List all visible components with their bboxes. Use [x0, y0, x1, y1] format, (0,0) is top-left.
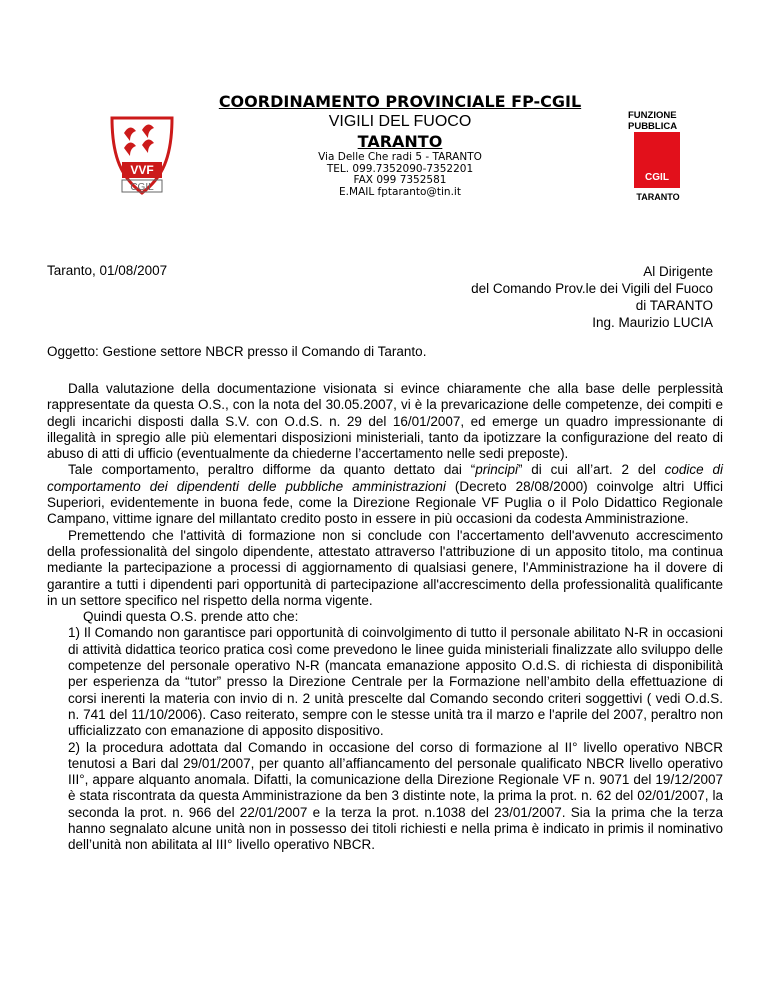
cgil-logo-text: CGIL: [645, 172, 669, 183]
organization-title: COORDINAMENTO PROVINCIALE FP-CGIL: [218, 92, 582, 111]
svg-text:CGIL: CGIL: [130, 182, 154, 193]
paragraph-4: Quindi questa O.S. prende atto che:: [83, 609, 299, 625]
letter-body: [47, 381, 723, 854]
contact-fax: FAX 099 7352581: [353, 174, 447, 186]
fp-label: FUNZIONE PUBBLICA: [628, 110, 678, 132]
contact-email: E.MAIL fptaranto@tin.it: [339, 185, 461, 198]
organization-subtitle: VIGILI DEL FUOCO: [328, 113, 472, 130]
paragraph-1: Dalla valutazione della documentazione visionata si evince chiaramente che alla base delle perplessità rappresentate da questa O.S., con la nota del 30.05.2007, vi è la prevaricazione delle competenze, dei compiti e degli incarichi disposti dalla S.V. con O.d.S. n. 29 del 16/01/2007, ed emerge un quadro impressionante di illegalità in spregio alle più elementari disposizioni ministeriali, tanto da ipotizzare la configurazione del reato di abuso di atti di ufficio (eventualmente da chiederne l’accertamento nelle sedi preposte).: [47, 381, 723, 462]
list-item-1: 1) Il Comando non garantisce pari opportunità di coinvolgimento di tutto il personale abilitato N-R in occasioni di attività didattica teorico pratica così come prevedono le linee guida ministeriali finalizzate allo sviluppo delle competenze del personale operativo N-R (mancata emanazione apposito O.d.S. di richiesta di disponibilità per esperienza da “tutor” presso la Direzione Centrale per la Formazione nell’ambito della effettuazione di corsi inerenti la materia con invio di n. 2 unità prescelte dal Comando secondo criteri soggettivi ( vedi O.d.S. n. 741 del 11/10/2006). Caso reiterato, sempre con le stesse unità tra il marzo e l'aprile del 2007, peraltro non ufficializzato con emanazione di apposito dispositivo.: [68, 625, 723, 739]
organization-city: TARANTO: [357, 132, 443, 151]
recipient-block: [293, 263, 713, 331]
recipient-line: del Comando Prov.le dei Vigili del Fuoco: [471, 281, 713, 296]
recipient-line: Ing. Maurizio LUCIA: [592, 315, 713, 330]
cgil-logo-city: TARANTO: [636, 192, 680, 202]
contact-address: Via Delle Che radi 5 - TARANTO: [318, 151, 482, 163]
letter-subject: Oggetto: Gestione settore NBCR presso il Comando di Taranto.: [47, 344, 427, 359]
paragraph-3: Premettendo che l'attività di formazione non si conclude con l'accertamento dell'avvenuto accrescimento della professionalità del singolo dipendente, attestato attraverso l'attribuzione di un apposito titolo, ma continua mediante la partecipazione a processi di aggiornamento di qualsiasi genere, l'Amministrazione ha il dovere di garantire a tutti i dipendenti pari opportunità di partecipazione all'accrescimento della professionalità qualificante in un settore specifico nel rispetto della norma vigente.: [47, 527, 723, 608]
recipient-line: Al Dirigente: [643, 264, 713, 279]
contact-phone: TEL. 099.7352090-7352201: [326, 162, 474, 175]
contact-block: [270, 152, 530, 198]
paragraph-2: Tale comportamento, peraltro difforme da quanto dettato dai “principi” di cui all’art. 2 del codice di comportamento dei dipendenti delle pubbliche amministrazioni (Decreto 28/08/2000) coinvolge altri Uffici Superiori, evidentemente in buona fede, come la Direzione Regionale VF Puglia o il Polo Didattico Regionale Campano, vittime ignare del millantato credito posto in essere in più occasioni da codesta Amministrazione.: [47, 462, 723, 527]
list-item-2: 2) la procedura adottata dal Comando in occasione del corso di formazione al II° livello operativo NBCR tenutosi a Bari dal 29/01/2007, per quanto all’affiancamento del personale qualificato NBCR livello operativo III°, appare alquanto anomala. Difatti, la comunicazione della Direzione Regionale VF n. 9071 del 19/12/2007 è stata riscontrata da questa Amministrazione da ben 3 distinte note, la prima la prot. n. 62 del 02/01/2007, la seconda la prot. n. 966 del 22/01/2007 e la terza la prot. n.1038 del 23/01/2007. Sia la prima che la terza hanno segnalato alcune unità non in possesso dei titoli richiesti e nella prima è indicato in primis il nominativo dell’unità non abilitata al III° livello operativo NBCR.: [68, 739, 723, 853]
recipient-line: di TARANTO: [635, 298, 713, 313]
letter-date: Taranto, 01/08/2007: [47, 263, 168, 278]
vvf-cgil-logo: [92, 98, 192, 208]
svg-text:VVF: VVF: [130, 163, 154, 177]
